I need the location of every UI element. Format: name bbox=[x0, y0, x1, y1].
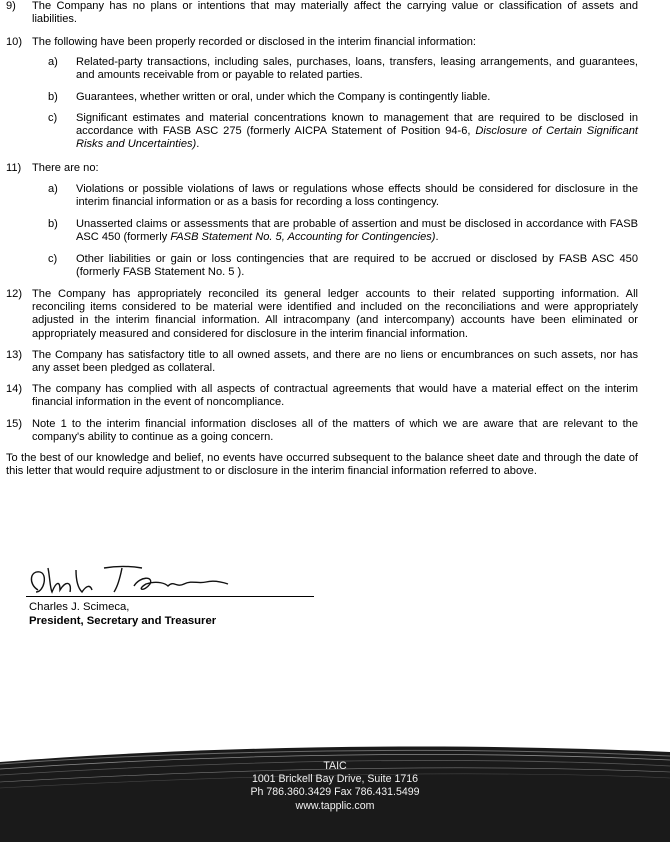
item-text: There are no: bbox=[32, 162, 99, 174]
subitem-10a bbox=[32, 56, 638, 82]
subitem-11b bbox=[32, 218, 638, 244]
item-text: The Company has no plans or intentions that may materially affect the carrying value or classification of assets and liabilities. bbox=[32, 0, 638, 26]
footer-website[interactable]: www.tapplic.com bbox=[295, 799, 375, 812]
item-10 bbox=[6, 36, 638, 49]
subitem-letter: a) bbox=[48, 56, 58, 68]
item-number: 10) bbox=[6, 36, 23, 48]
item-13 bbox=[6, 349, 638, 375]
subitem-text: Guarantees, whether written or oral, under which the Company is contingently liable. bbox=[76, 91, 491, 103]
footer-contact bbox=[0, 760, 670, 813]
letterhead-footer bbox=[0, 742, 670, 842]
signature-line bbox=[26, 596, 314, 597]
item-number: 9) bbox=[6, 0, 16, 12]
subitem-text: Related-party transactions, including sales, purchases, loans, transfers, leasing arrangements, and guarantees, and amounts receivable from or payable to related parties. bbox=[76, 56, 638, 82]
item-12 bbox=[6, 288, 638, 341]
footer-phone-fax: Ph 786.360.3429 Fax 786.431.5499 bbox=[250, 786, 420, 799]
subitem-10c bbox=[32, 112, 638, 152]
item-text: The company has complied with all aspects of contractual agreements that would have a material effect on the interim financial information in the event of noncompliance. bbox=[32, 383, 638, 409]
subitem-letter: b) bbox=[48, 218, 58, 230]
item-number: 15) bbox=[6, 418, 23, 430]
subitem-11a bbox=[32, 183, 638, 209]
signer-title: President, Secretary and Treasurer bbox=[29, 615, 217, 627]
subitem-letter: a) bbox=[48, 183, 58, 195]
signer-block bbox=[29, 600, 216, 628]
item-number: 13) bbox=[6, 349, 23, 361]
subitem-letter: c) bbox=[48, 112, 58, 124]
item-text: Note 1 to the interim financial information discloses all of the matters of which we are aware that are relevant to the company's ability to continue as a going concern. bbox=[32, 418, 638, 444]
item-9 bbox=[6, 0, 638, 26]
subitem-10b bbox=[32, 91, 638, 104]
item-14 bbox=[6, 383, 638, 409]
subitem-letter: c) bbox=[48, 253, 58, 265]
subitem-letter: b) bbox=[48, 91, 58, 103]
item-number: 14) bbox=[6, 383, 23, 395]
subitem-text: Significant estimates and material concentrations known to management that are required to be disclosed in accordance with FASB ASC 275 (formerly AICPA Statement of Position 94-6, Disclosure of Certain Significant Risks and Uncertainties). bbox=[76, 112, 638, 151]
item-text: The following have been properly recorded or disclosed in the interim financial information: bbox=[32, 36, 476, 48]
signature-image bbox=[26, 562, 236, 598]
subitem-text: Unasserted claims or assessments that are probable of assertion and must be disclosed in accordance with FASB ASC 450 (formerly FASB Statement No. 5, Accounting for Contingencies). bbox=[76, 218, 638, 244]
signer-name: Charles J. Scimeca, bbox=[29, 601, 130, 613]
item-number: 12) bbox=[6, 288, 23, 300]
closing-paragraph: To the best of our knowledge and belief, no events have occurred subsequent to the balance sheet date and through the date of this letter that would require adjustment to or disclosure in the interim financial information referred to above. bbox=[6, 452, 638, 478]
subitem-11c bbox=[32, 253, 638, 279]
footer-address: 1001 Brickell Bay Drive, Suite 1716 bbox=[251, 773, 419, 786]
item-number: 11) bbox=[6, 162, 22, 174]
footer-company: TAIC bbox=[323, 760, 347, 772]
item-text: The Company has appropriately reconciled its general ledger accounts to their related supporting information. All reconciling items considered to be material were identified and included on the reconciliations and were appropriately adjusted in the interim financial information. All intracompany (and intercompany) accounts have been eliminated or appropriately measured and considered for disclosure in the interim financial information. bbox=[32, 288, 638, 340]
subitem-text: Other liabilities or gain or loss contingencies that are required to be accrued or disclosed by FASB ASC 450 (formerly FASB Statement No. 5 ). bbox=[76, 253, 638, 279]
subitem-text: Violations or possible violations of laws or regulations whose effects should be considered for disclosure in the interim financial information or as a basis for recording a loss contingency. bbox=[76, 183, 638, 209]
item-15 bbox=[6, 418, 638, 444]
item-text: The Company has satisfactory title to all owned assets, and there are no liens or encumbrances on such assets, nor has any asset been pledged as collateral. bbox=[32, 349, 638, 375]
item-11 bbox=[6, 162, 638, 175]
